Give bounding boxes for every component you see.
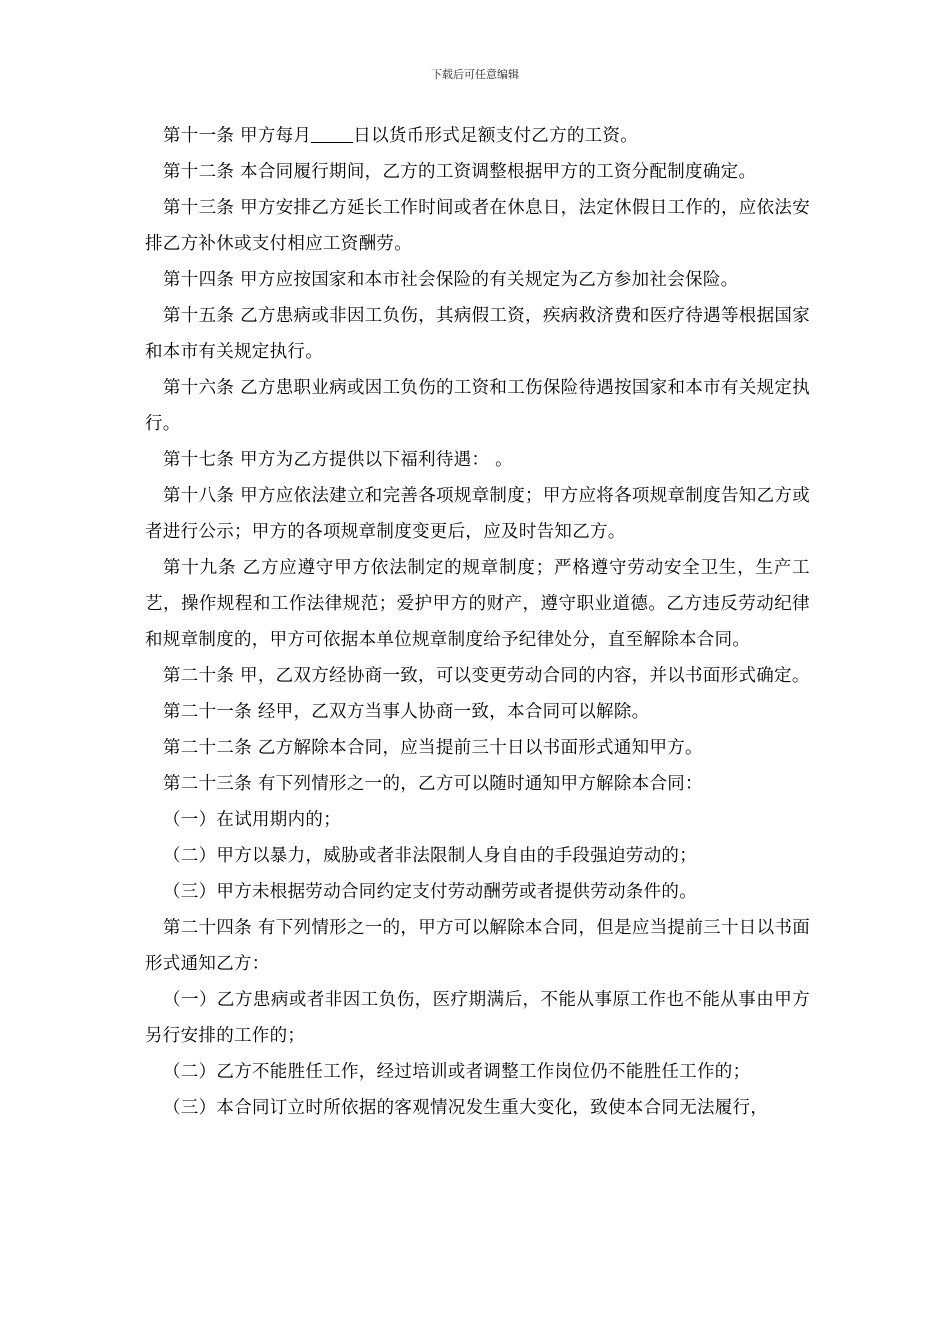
article-13: 第十三条 甲方安排乙方延长工作时间或者在休息日，法定休假日工作的，应依法安排乙方补休或支付相应工资酬劳。 <box>145 198 810 254</box>
article-12: 第十二条 本合同履行期间，乙方的工资调整根据甲方的工资分配制度确定。 <box>163 162 757 182</box>
article-11-after: 日以货币形式足额支付乙方的工资。 <box>353 126 639 146</box>
article-23-item-1: （一）在试用期内的； <box>163 810 341 830</box>
article-16: 第十六条 乙方患职业病或因工负伤的工资和工伤保险待遇按国家和本市有关规定执行。 <box>145 378 810 434</box>
page-header: 下载后可任意编辑 <box>431 68 519 81</box>
article-21: 第二十一条 经甲，乙双方当事人协商一致，本合同可以解除。 <box>163 702 650 722</box>
article-18: 第十八条 甲方应依法建立和完善各项规章制度；甲方应将各项规章制度告知乙方或者进行公示；甲方的各项规章制度变更后，应及时告知乙方。 <box>145 486 810 542</box>
article-14: 第十四条 甲方应按国家和本市社会保险的有关规定为乙方参加社会保险。 <box>163 270 739 290</box>
document-body <box>145 118 810 1126</box>
article-24-item-2: （二）乙方不能胜任工作，经过培训或者调整工作岗位仍不能胜任工作的； <box>163 1062 751 1082</box>
article-22: 第二十二条 乙方解除本合同，应当提前三十日以书面形式通知甲方。 <box>163 738 703 758</box>
article-19: 第十九条 乙方应遵守甲方依法制定的规章制度；严格遵守劳动安全卫生，生产工艺，操作规程和工作法律规范；爱护甲方的财产，遵守职业道德。乙方违反劳动纪律和规章制度的，甲方可依据本单位规章制度给予纪律处分，直至解除本合同。 <box>145 558 810 650</box>
article-23-item-2: （二）甲方以暴力，威胁或者非法限制人身自由的手段强迫劳动的； <box>163 846 697 866</box>
article-11 <box>145 118 810 154</box>
article-15: 第十五条 乙方患病或非因工负伤，其病假工资，疾病救济费和医疗待遇等根据国家和本市有关规定执行。 <box>145 306 810 362</box>
article-23: 第二十三条 有下列情形之一的，乙方可以随时通知甲方解除本合同： <box>163 774 703 794</box>
article-24: 第二十四条 有下列情形之一的，甲方可以解除本合同，但是应当提前三十日以书面形式通知乙方： <box>145 918 810 974</box>
article-24-item-1: （一）乙方患病或者非因工负伤，医疗期满后，不能从事原工作也不能从事由甲方另行安排的工作的； <box>145 990 810 1046</box>
blank-day-field <box>311 126 353 143</box>
article-20: 第二十条 甲，乙双方经协商一致，可以变更劳动合同的内容，并以书面形式确定。 <box>163 666 810 686</box>
article-11-before: 第十一条 甲方每月 <box>163 126 312 146</box>
article-17: 第十七条 甲方为乙方提供以下福利待遇： 。 <box>163 450 513 470</box>
article-24-item-3: （三）本合同订立时所依据的客观情况发生重大变化，致使本合同无法履行， <box>163 1098 769 1118</box>
article-23-item-3: （三）甲方未根据劳动合同约定支付劳动酬劳或者提供劳动条件的。 <box>163 882 697 902</box>
